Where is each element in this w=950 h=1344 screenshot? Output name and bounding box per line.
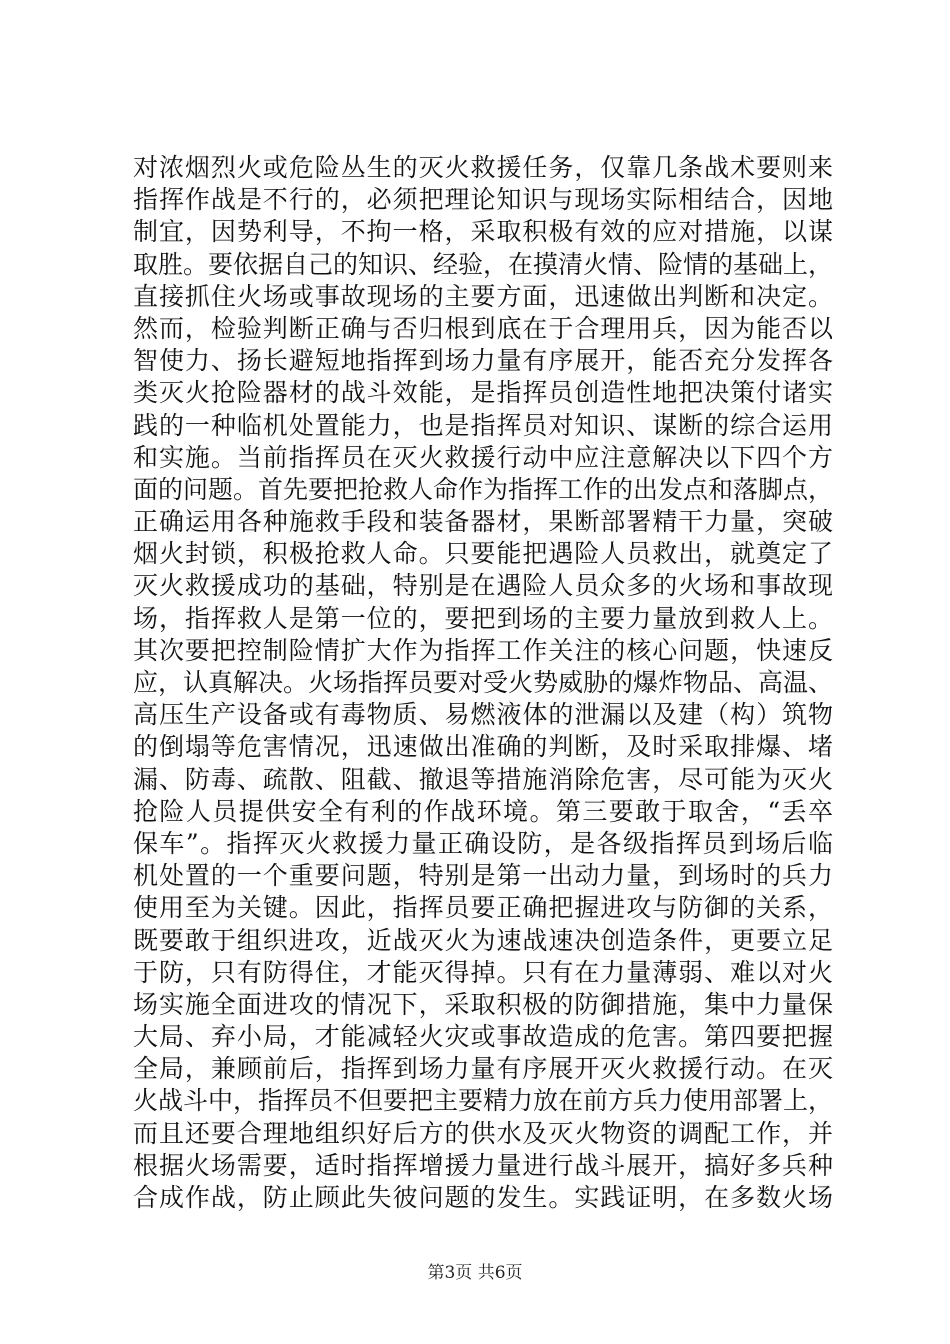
body-text-line: 其次要把控制险情扩大作为指挥工作关注的核心问题，快速反	[133, 635, 833, 665]
body-text-line: 的倒塌等危害情况，迅速做出准确的判断，及时采取排爆、堵	[133, 732, 833, 762]
body-text-line: 正确运用各种施救手段和装备器材，果断部署精干力量，突破	[133, 507, 833, 537]
body-text-line: 使用至为关键。因此，指挥员要正确把握进攻与防御的关系，	[133, 893, 833, 923]
page-number-footer: 第3页 共6页	[427, 1263, 523, 1283]
body-text-line: 抢险人员提供安全有利的作战环境。第三要敢于取舍，“丢卒	[133, 796, 833, 826]
body-text-line: 然而，检验判断正确与否归根到底在于合理用兵，因为能否以	[133, 313, 833, 343]
body-text-line: 高压生产设备或有毒物质、易燃液体的泄漏以及建（构）筑物	[133, 700, 833, 730]
body-text-line: 应，认真解决。火场指挥员要对受火势威胁的爆炸物品、高温、	[133, 668, 834, 697]
body-text-line: 取胜。要依据自己的知识、经验，在摸清火情、险情的基础上，	[133, 249, 834, 279]
body-text-line: 指挥作战是不行的，必须把理论知识与现场实际相结合，因地	[133, 185, 833, 215]
body-text-line: 对浓烟烈火或危险丛生的灭火救援任务，仅靠几条战术要则来	[133, 153, 833, 182]
body-text-line: 根据火场需要，适时指挥增援力量进行战斗展开，搞好多兵种	[133, 1150, 833, 1180]
body-text-line: 场，指挥救人是第一位的，要把到场的主要力量放到救人上。	[133, 603, 833, 633]
body-text-line: 和实施。当前指挥员在灭火救援行动中应注意解决以下四个方	[133, 442, 833, 472]
body-text-line: 全局，兼顾前后，指挥到场力量有序展开灭火救援行动。在灭	[133, 1054, 833, 1084]
body-text-line: 而且还要合理地组织好后方的供水及灭火物资的调配工作，并	[133, 1118, 833, 1148]
body-text-line: 保车”。指挥灭火救援力量正确设防，是各级指挥员到场后临	[133, 828, 833, 858]
body-text-line: 面的问题。首先要把抢救人命作为指挥工作的出发点和落脚点，	[133, 474, 834, 504]
body-text-line: 践的一种临机处置能力，也是指挥员对知识、谋断的综合运用	[133, 410, 833, 440]
body-text-line: 于防，只有防得住，才能灭得掉。只有在力量薄弱、难以对火	[133, 957, 833, 987]
body-text-line: 智使力、扬长避短地指挥到场力量有序展开，能否充分发挥各	[133, 346, 833, 376]
body-text-line: 漏、防毒、疏散、阻截、撤退等措施消除危害，尽可能为灭火	[133, 764, 833, 794]
body-text-line: 机处置的一个重要问题，特别是第一出动力量，到场时的兵力	[133, 861, 833, 891]
body-text-line: 火战斗中，指挥员不但要把主要精力放在前方兵力使用部署上，	[133, 1086, 834, 1116]
body-text-line: 既要敢于组织进攻，近战灭火为速战速决创造条件，更要立足	[133, 925, 833, 955]
body-text-line: 烟火封锁，积极抢救人命。只要能把遇险人员救出，就奠定了	[133, 539, 833, 569]
body-text-line: 合成作战，防止顾此失彼问题的发生。实践证明，在多数火场	[133, 1183, 833, 1212]
body-text-line: 直接抓住火场或事故现场的主要方面，迅速做出判断和决定。	[133, 281, 833, 311]
body-text-line: 灭火救援成功的基础，特别是在遇险人员众多的火场和事故现	[133, 571, 833, 601]
body-text-line: 大局、弃小局，才能减轻火灾或事故造成的危害。第四要把握	[133, 1022, 833, 1052]
body-text-line: 制宜，因势利导，不拘一格，采取积极有效的应对措施，以谋	[133, 217, 833, 247]
body-text-line: 类灭火抢险器材的战斗效能，是指挥员创造性地把决策付诸实	[133, 378, 833, 408]
body-text-line: 场实施全面进攻的情况下，采取积极的防御措施，集中力量保	[133, 989, 833, 1019]
body-text	[133, 152, 833, 1214]
